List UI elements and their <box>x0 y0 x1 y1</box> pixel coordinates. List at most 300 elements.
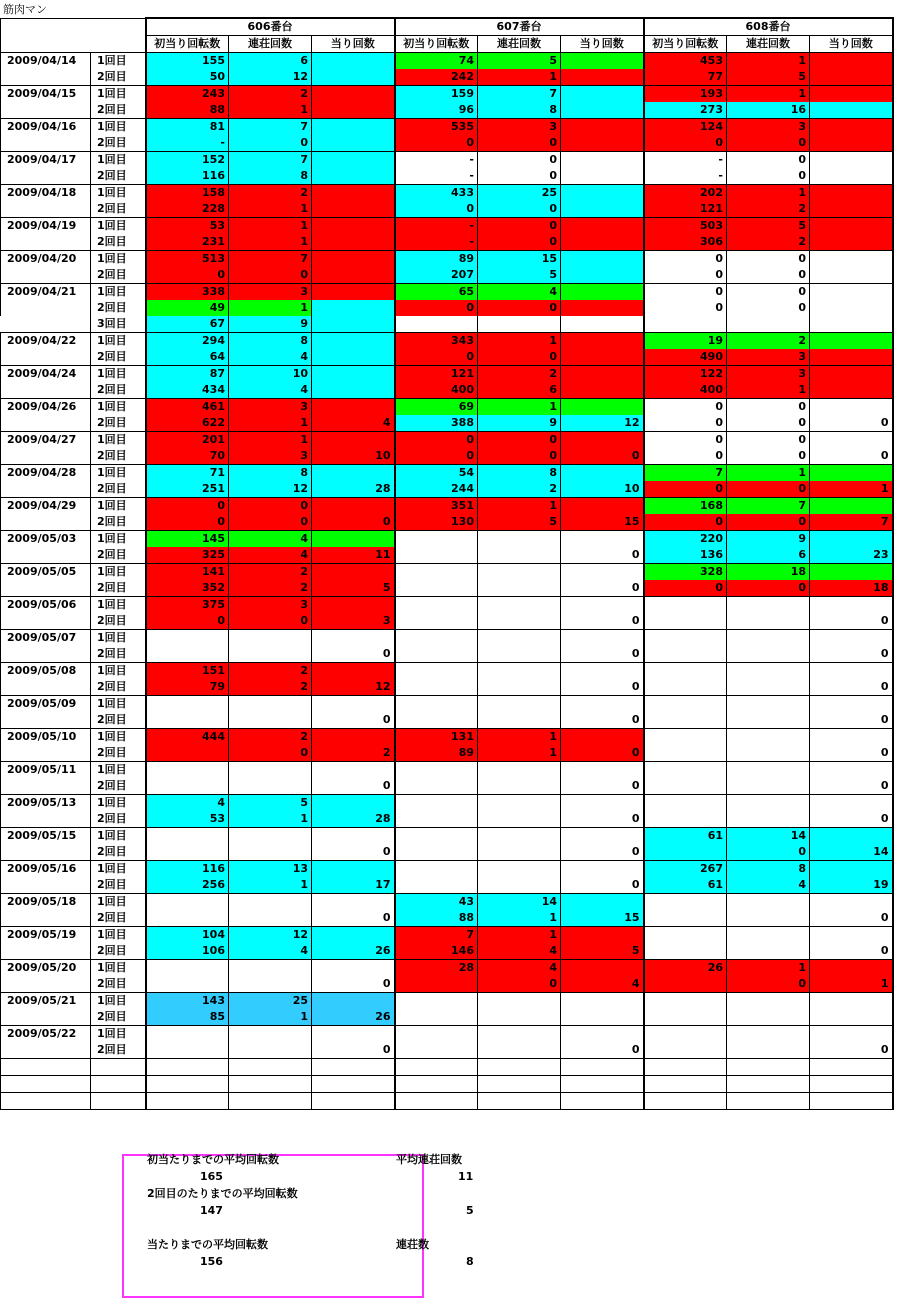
value-cell <box>727 811 810 828</box>
value-cell: 0 <box>478 300 561 316</box>
value-cell <box>146 646 229 663</box>
date-cell <box>1 1009 91 1026</box>
value-cell <box>561 729 644 746</box>
value-cell: 0 <box>727 844 810 861</box>
value-cell <box>312 69 395 86</box>
value-cell <box>810 382 893 399</box>
round-cell: 2回目 <box>91 415 146 432</box>
value-cell <box>478 712 561 729</box>
value-cell: 338 <box>146 284 229 301</box>
value-cell: 0 <box>644 399 727 416</box>
value-cell <box>727 646 810 663</box>
value-cell <box>810 399 893 416</box>
empty-cell <box>91 1093 146 1110</box>
value-cell <box>395 993 478 1010</box>
value-cell: 0 <box>395 300 478 316</box>
value-cell <box>478 679 561 696</box>
value-cell <box>312 993 395 1010</box>
value-cell <box>395 531 478 548</box>
value-cell: 50 <box>146 69 229 86</box>
value-cell <box>810 119 893 136</box>
value-cell: 220 <box>644 531 727 548</box>
renchan-value: 8 <box>466 1255 474 1268</box>
value-cell: - <box>146 135 229 152</box>
second-hit-avg-label: 2回目のたりまでの平均回転数 <box>147 1187 298 1200</box>
table-row <box>1 580 893 597</box>
value-cell: 53 <box>146 218 229 235</box>
table-row <box>1 646 893 663</box>
date-cell: 2009/05/08 <box>1 663 91 680</box>
table-row <box>1 778 893 795</box>
date-cell: 2009/04/16 <box>1 119 91 136</box>
table-row <box>1 564 893 581</box>
value-cell: 1 <box>478 333 561 350</box>
value-cell: 8 <box>478 102 561 119</box>
round-cell: 2回目 <box>91 135 146 152</box>
value-cell: 5 <box>229 795 312 812</box>
value-cell: 1 <box>727 53 810 70</box>
value-cell <box>810 284 893 301</box>
date-cell <box>1 102 91 119</box>
value-cell: 0 <box>727 251 810 268</box>
value-cell <box>561 267 644 284</box>
value-cell <box>561 663 644 680</box>
value-cell <box>229 762 312 779</box>
subheader-cell: 連荘回数 <box>727 36 810 53</box>
empty-cell <box>1 1076 91 1093</box>
value-cell <box>395 597 478 614</box>
date-cell: 2009/05/20 <box>1 960 91 977</box>
value-cell: 54 <box>395 465 478 482</box>
value-cell: - <box>395 152 478 169</box>
value-cell: 4 <box>561 976 644 993</box>
value-cell <box>561 333 644 350</box>
value-cell: - <box>395 234 478 251</box>
value-cell: 116 <box>146 168 229 185</box>
value-cell: - <box>644 168 727 185</box>
value-cell <box>312 828 395 845</box>
value-cell: 7 <box>229 251 312 268</box>
value-cell: 0 <box>810 811 893 828</box>
value-cell <box>561 251 644 268</box>
value-cell: 2 <box>478 366 561 383</box>
value-cell: 0 <box>561 448 644 465</box>
value-cell: 375 <box>146 597 229 614</box>
value-cell <box>561 993 644 1010</box>
date-cell: 2009/04/14 <box>1 53 91 70</box>
value-cell <box>312 218 395 235</box>
value-cell <box>312 349 395 366</box>
value-cell: 7 <box>395 927 478 944</box>
value-cell: 1 <box>229 1009 312 1026</box>
value-cell <box>312 135 395 152</box>
value-cell <box>561 696 644 713</box>
value-cell <box>478 597 561 614</box>
value-cell <box>395 663 478 680</box>
value-cell <box>810 168 893 185</box>
date-cell <box>1 267 91 284</box>
value-cell <box>395 696 478 713</box>
value-cell <box>810 663 893 680</box>
value-cell: 7 <box>810 514 893 531</box>
round-cell: 2回目 <box>91 1042 146 1059</box>
value-cell: 2 <box>312 745 395 762</box>
value-cell: 19 <box>644 333 727 350</box>
value-cell <box>478 993 561 1010</box>
value-cell <box>312 597 395 614</box>
value-cell: 0 <box>395 349 478 366</box>
value-cell: 28 <box>395 960 478 977</box>
value-cell: 0 <box>561 712 644 729</box>
value-cell <box>395 795 478 812</box>
table-row <box>1 663 893 680</box>
value-cell: 0 <box>644 481 727 498</box>
value-cell: 1 <box>810 976 893 993</box>
value-cell: 10 <box>312 448 395 465</box>
date-cell: 2009/04/18 <box>1 185 91 202</box>
value-cell <box>478 696 561 713</box>
value-cell <box>727 597 810 614</box>
value-cell: 0 <box>561 1042 644 1059</box>
table-row <box>1 795 893 812</box>
value-cell <box>810 152 893 169</box>
value-cell: 146 <box>395 943 478 960</box>
value-cell: 0 <box>810 778 893 795</box>
empty-cell <box>561 1093 644 1110</box>
subheader-cell: 当り回数 <box>810 36 893 53</box>
value-cell: 0 <box>644 267 727 284</box>
empty-cell <box>312 1076 395 1093</box>
value-cell <box>810 267 893 284</box>
value-cell <box>561 53 644 70</box>
value-cell: 65 <box>395 284 478 301</box>
date-cell: 2009/04/26 <box>1 399 91 416</box>
round-cell: 2回目 <box>91 745 146 762</box>
value-cell: 243 <box>146 86 229 103</box>
value-cell: 0 <box>810 910 893 927</box>
value-cell <box>478 316 561 333</box>
value-cell: 0 <box>810 613 893 630</box>
value-cell: 12 <box>229 481 312 498</box>
table-row <box>1 531 893 548</box>
corner-cell <box>1 18 146 53</box>
date-cell <box>1 69 91 86</box>
table-row <box>1 729 893 746</box>
round-cell: 1回目 <box>91 696 146 713</box>
value-cell: 0 <box>727 135 810 152</box>
round-cell: 1回目 <box>91 729 146 746</box>
value-cell <box>312 465 395 482</box>
value-cell: 12 <box>229 927 312 944</box>
value-cell: 351 <box>395 498 478 515</box>
value-cell <box>146 745 229 762</box>
table-row <box>1 267 893 284</box>
value-cell <box>810 762 893 779</box>
value-cell <box>395 778 478 795</box>
value-cell <box>478 564 561 581</box>
round-cell: 2回目 <box>91 201 146 218</box>
round-cell: 2回目 <box>91 481 146 498</box>
table-row <box>1 597 893 614</box>
round-cell: 2回目 <box>91 300 146 316</box>
date-cell <box>1 844 91 861</box>
table-row <box>1 86 893 103</box>
value-cell <box>810 102 893 119</box>
value-cell: 1 <box>229 218 312 235</box>
date-cell <box>1 382 91 399</box>
table-row <box>1 382 893 399</box>
value-cell: 400 <box>395 382 478 399</box>
value-cell: 8 <box>478 465 561 482</box>
value-cell: 124 <box>644 119 727 136</box>
date-cell <box>1 481 91 498</box>
value-cell <box>229 646 312 663</box>
value-cell: 3 <box>727 119 810 136</box>
empty-cell <box>146 1059 229 1076</box>
value-cell: 121 <box>644 201 727 218</box>
value-cell <box>810 498 893 515</box>
table-row <box>1 1026 893 1043</box>
table-row <box>1 284 893 301</box>
round-cell: 2回目 <box>91 877 146 894</box>
date-cell: 2009/04/28 <box>1 465 91 482</box>
table-row <box>1 630 893 647</box>
value-cell: 2 <box>229 185 312 202</box>
value-cell: 7 <box>478 86 561 103</box>
value-cell <box>146 762 229 779</box>
value-cell <box>727 1026 810 1043</box>
value-cell: 400 <box>644 382 727 399</box>
table-row <box>1 69 893 86</box>
value-cell: 0 <box>727 399 810 416</box>
value-cell: 1 <box>229 300 312 316</box>
value-cell <box>561 894 644 911</box>
value-cell <box>561 828 644 845</box>
value-cell <box>561 432 644 449</box>
value-cell <box>810 828 893 845</box>
value-cell <box>644 316 727 333</box>
round-cell: 1回目 <box>91 251 146 268</box>
value-cell <box>312 861 395 878</box>
value-cell <box>561 349 644 366</box>
value-cell <box>644 910 727 927</box>
value-cell <box>644 663 727 680</box>
value-cell: 96 <box>395 102 478 119</box>
value-cell: 12 <box>229 69 312 86</box>
value-cell <box>644 811 727 828</box>
value-cell: 0 <box>644 448 727 465</box>
value-cell <box>478 580 561 597</box>
value-cell <box>810 432 893 449</box>
value-cell <box>561 382 644 399</box>
value-cell: 81 <box>146 119 229 136</box>
value-cell: 251 <box>146 481 229 498</box>
value-cell <box>810 960 893 977</box>
value-cell <box>229 910 312 927</box>
value-cell: 89 <box>395 745 478 762</box>
value-cell <box>727 1042 810 1059</box>
date-cell: 2009/05/18 <box>1 894 91 911</box>
value-cell: 0 <box>312 910 395 927</box>
value-cell <box>727 1009 810 1026</box>
value-cell <box>312 201 395 218</box>
value-cell <box>478 1026 561 1043</box>
value-cell: 193 <box>644 86 727 103</box>
value-cell: 0 <box>810 679 893 696</box>
empty-cell <box>478 1076 561 1093</box>
value-cell <box>395 547 478 564</box>
value-cell <box>478 1009 561 1026</box>
table-row <box>1 168 893 185</box>
value-cell: 2 <box>229 86 312 103</box>
value-cell: 26 <box>312 1009 395 1026</box>
value-cell: 256 <box>146 877 229 894</box>
date-cell <box>1 877 91 894</box>
value-cell <box>312 102 395 119</box>
value-cell: 0 <box>727 168 810 185</box>
table-row <box>1 135 893 152</box>
data-table <box>0 17 894 1110</box>
value-cell: 0 <box>644 135 727 152</box>
value-cell <box>312 316 395 333</box>
value-cell <box>727 795 810 812</box>
value-cell: 106 <box>146 943 229 960</box>
table-row <box>1 745 893 762</box>
value-cell: 3 <box>312 613 395 630</box>
date-cell <box>1 448 91 465</box>
value-cell: 15 <box>561 514 644 531</box>
round-cell: 1回目 <box>91 630 146 647</box>
value-cell: 9 <box>229 316 312 333</box>
value-cell: 0 <box>644 251 727 268</box>
table-row <box>1 432 893 449</box>
value-cell <box>561 960 644 977</box>
value-cell <box>312 762 395 779</box>
value-cell <box>561 597 644 614</box>
round-cell: 2回目 <box>91 943 146 960</box>
value-cell: - <box>395 168 478 185</box>
value-cell <box>478 613 561 630</box>
value-cell: 69 <box>395 399 478 416</box>
date-cell: 2009/05/11 <box>1 762 91 779</box>
date-cell <box>1 976 91 993</box>
round-cell: 1回目 <box>91 1026 146 1043</box>
date-cell: 2009/05/03 <box>1 531 91 548</box>
empty-cell <box>1 1059 91 1076</box>
value-cell <box>478 762 561 779</box>
value-cell: 1 <box>229 811 312 828</box>
value-cell: 1 <box>229 102 312 119</box>
value-cell: 228 <box>146 201 229 218</box>
value-cell: 0 <box>478 349 561 366</box>
table-row <box>1 960 893 977</box>
round-cell: 1回目 <box>91 185 146 202</box>
subheader-cell: 当り回数 <box>561 36 644 53</box>
value-cell: 242 <box>395 69 478 86</box>
value-cell: 1 <box>229 201 312 218</box>
round-cell: 2回目 <box>91 514 146 531</box>
table-row <box>1 679 893 696</box>
empty-cell <box>395 1093 478 1110</box>
value-cell: 0 <box>478 976 561 993</box>
round-cell: 2回目 <box>91 69 146 86</box>
value-cell <box>810 251 893 268</box>
table-row <box>1 1076 893 1093</box>
value-cell <box>229 828 312 845</box>
value-cell <box>644 696 727 713</box>
summary-highlight-box <box>122 1154 424 1298</box>
value-cell <box>727 762 810 779</box>
value-cell: 231 <box>146 234 229 251</box>
table-row <box>1 927 893 944</box>
round-cell: 2回目 <box>91 580 146 597</box>
value-cell <box>312 696 395 713</box>
value-cell: - <box>395 218 478 235</box>
date-cell <box>1 316 91 333</box>
value-cell <box>727 663 810 680</box>
value-cell <box>312 564 395 581</box>
value-cell: 0 <box>727 415 810 432</box>
date-cell <box>1 910 91 927</box>
value-cell <box>146 828 229 845</box>
value-cell: 1 <box>478 745 561 762</box>
value-cell: 25 <box>229 993 312 1010</box>
value-cell: 13 <box>229 861 312 878</box>
value-cell: 388 <box>395 415 478 432</box>
table-row <box>1 185 893 202</box>
value-cell <box>312 53 395 70</box>
value-cell <box>810 86 893 103</box>
value-cell: 1 <box>478 399 561 416</box>
value-cell <box>561 366 644 383</box>
value-cell <box>644 729 727 746</box>
round-cell: 2回目 <box>91 613 146 630</box>
value-cell: 4 <box>146 795 229 812</box>
empty-cell <box>312 1059 395 1076</box>
value-cell <box>810 185 893 202</box>
round-cell: 1回目 <box>91 828 146 845</box>
value-cell: 0 <box>478 432 561 449</box>
value-cell: 141 <box>146 564 229 581</box>
value-cell: 43 <box>395 894 478 911</box>
value-cell: 28 <box>312 811 395 828</box>
value-cell <box>644 943 727 960</box>
empty-cell <box>810 1076 893 1093</box>
value-cell <box>229 844 312 861</box>
value-cell: 116 <box>146 861 229 878</box>
value-cell: 244 <box>395 481 478 498</box>
value-cell: 1 <box>727 185 810 202</box>
value-cell <box>810 349 893 366</box>
value-cell: 6 <box>727 547 810 564</box>
value-cell: 0 <box>395 135 478 152</box>
round-cell: 2回目 <box>91 448 146 465</box>
value-cell: 0 <box>478 448 561 465</box>
empty-cell <box>727 1076 810 1093</box>
value-cell: 0 <box>312 976 395 993</box>
value-cell <box>561 86 644 103</box>
value-cell <box>810 316 893 333</box>
value-cell: 0 <box>644 514 727 531</box>
date-cell <box>1 778 91 795</box>
value-cell: 6 <box>229 53 312 70</box>
value-cell: 3 <box>727 366 810 383</box>
date-cell <box>1 646 91 663</box>
hit-avg-value: 156 <box>200 1255 223 1268</box>
value-cell <box>810 53 893 70</box>
round-cell: 3回目 <box>91 316 146 333</box>
value-cell: 2 <box>478 481 561 498</box>
